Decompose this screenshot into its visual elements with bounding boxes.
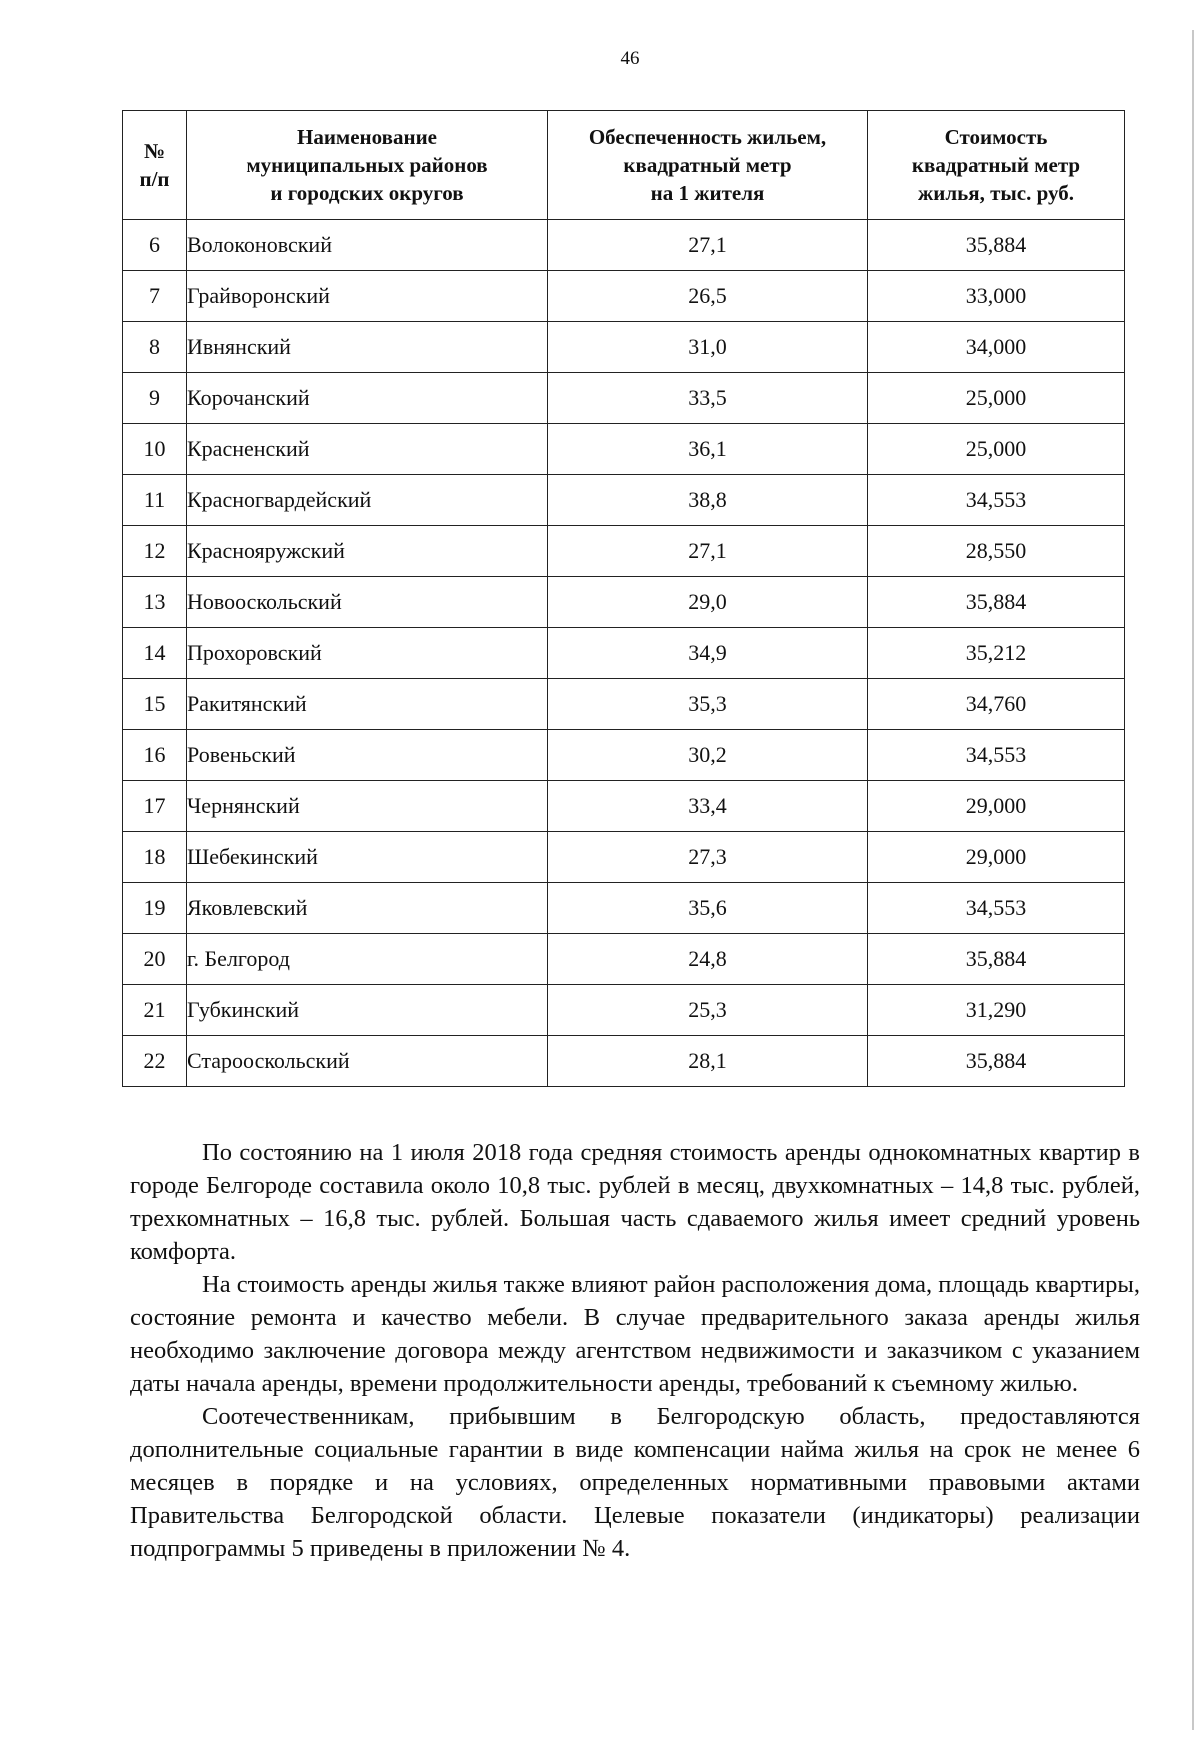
header-district-name (187, 111, 548, 220)
cost-value: 34,553 (868, 883, 1125, 934)
row-number: 21 (123, 985, 187, 1036)
header-housing-line-1: Обеспеченность жильем, (588, 125, 827, 149)
table-row (123, 577, 1125, 628)
row-number: 14 (123, 628, 187, 679)
paragraph-rent-factors: На стоимость аренды жилья также влияют район расположения дома, площадь квартиры, состояние ремонта и качество мебели. В случае предварительного заказа аренды жилья необходимо заключение договора между агентством недвижимости и заказчиком с указанием даты начала аренды, времени продолжительности аренды, требований к съемному жилью. (130, 1271, 1140, 1397)
table-row (123, 679, 1125, 730)
table-row (123, 934, 1125, 985)
header-cost-line-3: жилья, тыс. руб. (918, 181, 1074, 205)
housing-provision-value: 34,9 (548, 628, 868, 679)
cost-value: 28,550 (868, 526, 1125, 577)
district-name: Шебекинский (187, 832, 548, 883)
district-name: Новооскольский (187, 577, 548, 628)
row-number: 17 (123, 781, 187, 832)
housing-provision-value: 27,1 (548, 526, 868, 577)
table-row (123, 883, 1125, 934)
cost-value: 34,553 (868, 730, 1125, 781)
row-number: 15 (123, 679, 187, 730)
district-name: Ровеньский (187, 730, 548, 781)
row-number: 22 (123, 1036, 187, 1087)
cost-value: 34,760 (868, 679, 1125, 730)
paragraph-rent-prices: По состоянию на 1 июля 2018 года средняя стоимость аренды однокомнатных квартир в городе Белгороде составила около 10,8 тыс. рублей в месяц, двухкомнатных – 14,8 тыс. рублей, трехкомнатных – 16,8 тыс. рублей. Большая часть сдаваемого жилья имеет средний уровень комфорта. (130, 1139, 1140, 1265)
district-name: Ракитянский (187, 679, 548, 730)
header-cost-per-sqm (868, 111, 1125, 220)
cost-value: 34,553 (868, 475, 1125, 526)
row-number: 16 (123, 730, 187, 781)
table-header-row (123, 111, 1125, 220)
table-row (123, 781, 1125, 832)
header-housing-provision (548, 111, 868, 220)
district-name: Губкинский (187, 985, 548, 1036)
row-number: 6 (123, 220, 187, 271)
row-number: 11 (123, 475, 187, 526)
housing-provision-value: 26,5 (548, 271, 868, 322)
body-text (130, 1136, 1140, 1565)
header-number (123, 111, 187, 220)
housing-provision-value: 33,4 (548, 781, 868, 832)
district-name: Грайворонский (187, 271, 548, 322)
cost-value: 35,884 (868, 934, 1125, 985)
district-name: г. Белгород (187, 934, 548, 985)
cost-value: 35,884 (868, 577, 1125, 628)
cost-value: 29,000 (868, 832, 1125, 883)
table-row (123, 1036, 1125, 1087)
cost-value: 33,000 (868, 271, 1125, 322)
housing-provision-value: 28,1 (548, 1036, 868, 1087)
row-number: 7 (123, 271, 187, 322)
housing-provision-value: 31,0 (548, 322, 868, 373)
district-name: Старооскольский (187, 1036, 548, 1087)
cost-value: 35,884 (868, 1036, 1125, 1087)
housing-provision-value: 27,1 (548, 220, 868, 271)
header-name-line-3: и городских округов (270, 181, 464, 205)
cost-value: 29,000 (868, 781, 1125, 832)
header-cost-line-2: квадратный метр (911, 153, 1081, 177)
district-name: Ивнянский (187, 322, 548, 373)
header-cost-line-1: Стоимость (944, 125, 1048, 149)
table-row (123, 424, 1125, 475)
housing-provision-value: 29,0 (548, 577, 868, 628)
row-number: 12 (123, 526, 187, 577)
table-row (123, 730, 1125, 781)
housing-provision-value: 33,5 (548, 373, 868, 424)
header-name-line-2: муниципальных районов (246, 153, 488, 177)
cost-value: 31,290 (868, 985, 1125, 1036)
district-name: Красненский (187, 424, 548, 475)
table-row (123, 373, 1125, 424)
table-row (123, 475, 1125, 526)
page-number: 46 (620, 48, 640, 69)
header-housing-line-2: квадратный метр (623, 153, 792, 177)
header-number-line-2: п/п (139, 167, 170, 191)
housing-provision-value: 38,8 (548, 475, 868, 526)
housing-provision-value: 36,1 (548, 424, 868, 475)
row-number: 19 (123, 883, 187, 934)
table-row (123, 832, 1125, 883)
housing-provision-value: 24,8 (548, 934, 868, 985)
housing-provision-value: 27,3 (548, 832, 868, 883)
scan-edge-line (1192, 30, 1194, 1730)
row-number: 20 (123, 934, 187, 985)
header-number-line-1: № (143, 139, 166, 163)
row-number: 18 (123, 832, 187, 883)
table-row (123, 322, 1125, 373)
row-number: 9 (123, 373, 187, 424)
district-name: Яковлевский (187, 883, 548, 934)
paragraph-compatriots: Соотечественникам, прибывшим в Белгородскую область, предоставляются дополнительные социальные гарантии в виде компенсации найма жилья на срок не менее 6 месяцев в порядке и на условиях, определенных нормативными правовыми актами Правительства Белгородской области. Целевые показатели (индикаторы) реализации подпрограммы 5 приведены в приложении № 4. (130, 1403, 1140, 1562)
housing-provision-value: 35,3 (548, 679, 868, 730)
district-name: Волоконовский (187, 220, 548, 271)
housing-provision-value: 25,3 (548, 985, 868, 1036)
table-row (123, 628, 1125, 679)
cost-value: 35,884 (868, 220, 1125, 271)
district-name: Красногвардейский (187, 475, 548, 526)
housing-provision-value: 35,6 (548, 883, 868, 934)
table-row (123, 271, 1125, 322)
header-housing-line-3: на 1 жителя (650, 181, 765, 205)
cost-value: 25,000 (868, 373, 1125, 424)
table-row (123, 220, 1125, 271)
row-number: 13 (123, 577, 187, 628)
row-number: 8 (123, 322, 187, 373)
housing-provision-value: 30,2 (548, 730, 868, 781)
table-row (123, 985, 1125, 1036)
district-name: Корочанский (187, 373, 548, 424)
cost-value: 25,000 (868, 424, 1125, 475)
district-name: Чернянский (187, 781, 548, 832)
table-row (123, 526, 1125, 577)
cost-value: 34,000 (868, 322, 1125, 373)
row-number: 10 (123, 424, 187, 475)
housing-cost-table (122, 110, 1125, 1087)
cost-value: 35,212 (868, 628, 1125, 679)
header-name-line-1: Наименование (297, 125, 437, 149)
district-name: Краснояружский (187, 526, 548, 577)
district-name: Прохоровский (187, 628, 548, 679)
